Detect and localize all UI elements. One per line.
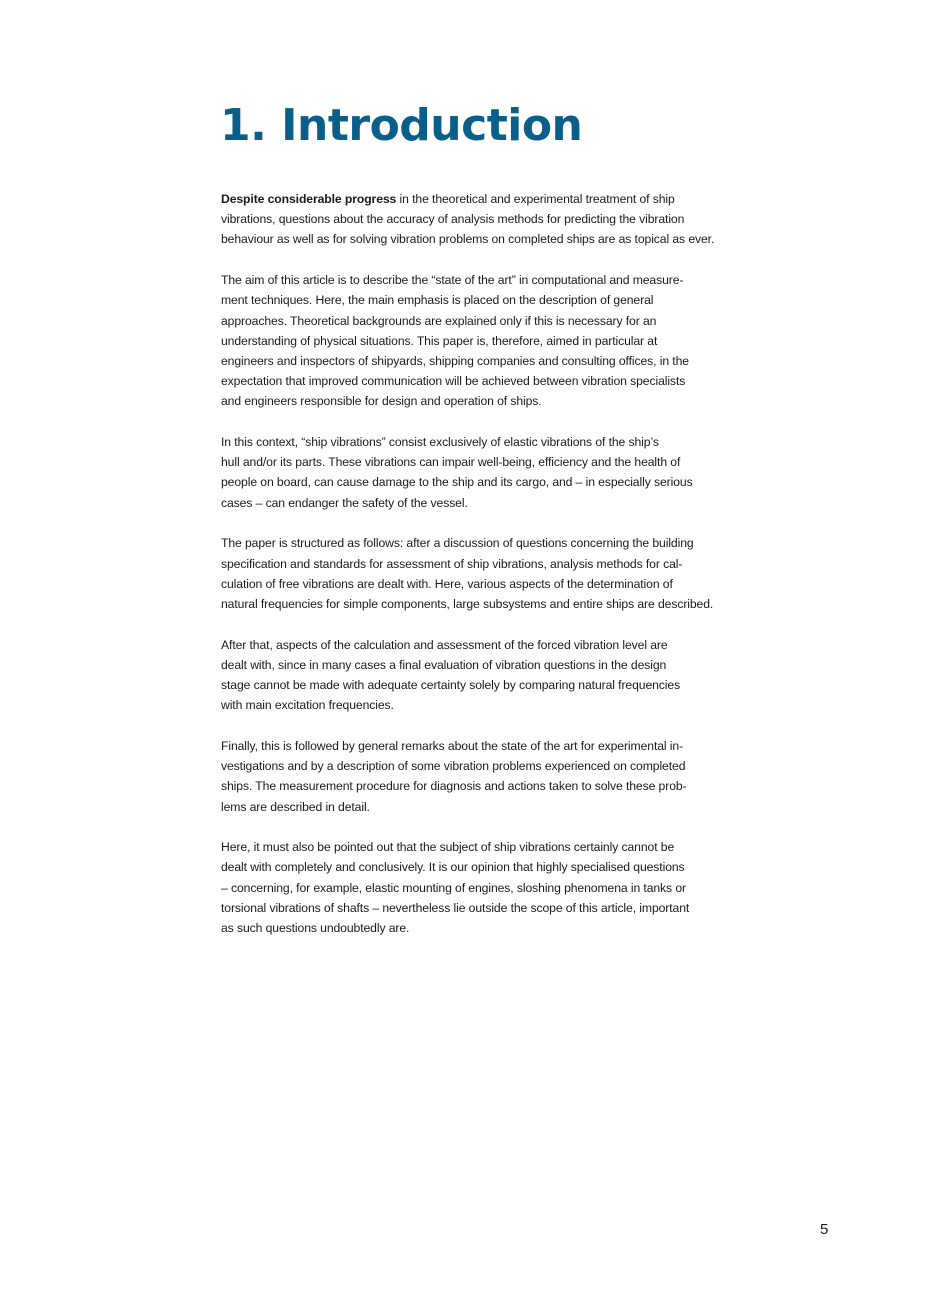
paragraph-line: understanding of physical situations. This paper is, therefore, aimed in particular at (221, 333, 658, 348)
paragraph-line: In this context, “ship vibrations” consist exclusively of elastic vibrations of the ship’s (221, 435, 659, 450)
paragraph-5 (221, 635, 709, 716)
paragraph-line: stage cannot be made with adequate certainty solely by comparing natural frequencies (221, 678, 681, 693)
paragraph-line: approaches. Theoretical backgrounds are explained only if this is necessary for an (221, 313, 657, 328)
paragraph-line: vibrations, questions about the accuracy of analysis methods for predicting the vibration (221, 212, 685, 227)
paragraph-line: engineers and inspectors of shipyards, shipping companies and consulting offices, in the (221, 353, 689, 368)
paragraph-7 (221, 837, 709, 938)
paragraph-line: The aim of this article is to describe the “state of the art” in computational and measure- (221, 273, 684, 288)
paragraph-line: dealt with completely and conclusively. It is our opinion that highly specialised questions (221, 860, 685, 875)
page-title: 1. Introduction (220, 100, 583, 151)
paragraph-line: vestigations and by a description of some vibration problems experienced on completed (221, 759, 686, 774)
paragraph-line: lems are described in detail. (221, 799, 370, 814)
paragraph-line: ment techniques. Here, the main emphasis is placed on the description of general (221, 293, 654, 308)
paragraph-line: specification and standards for assessment of ship vibrations, analysis methods for cal- (221, 556, 683, 571)
paragraph-3 (221, 432, 709, 513)
paragraph-6 (221, 736, 709, 817)
paragraph-line: Despite considerable progress in the theoretical and experimental treatment of ship (221, 192, 675, 206)
paragraph-line: After that, aspects of the calculation and assessment of the forced vibration level are (221, 637, 668, 652)
paragraph-line: The paper is structured as follows: after a discussion of questions concerning the building (221, 536, 694, 551)
paragraph-line: torsional vibrations of shafts – nevertheless lie outside the scope of this article, important (221, 900, 690, 915)
paragraph-line: – concerning, for example, elastic mounting of engines, sloshing phenomena in tanks or (221, 880, 686, 895)
paragraph-1 (221, 189, 715, 250)
paragraph-line: behaviour as well as for solving vibration problems on completed ships are as topical as ever. (221, 232, 715, 247)
paragraph-line: Finally, this is followed by general remarks about the state of the art for experimental in- (221, 738, 684, 753)
paragraph-line: ships. The measurement procedure for diagnosis and actions taken to solve these prob- (221, 779, 687, 794)
paragraph-line: and engineers responsible for design and operation of ships. (221, 394, 542, 409)
body-text (221, 189, 715, 959)
paragraph-line: culation of free vibrations are dealt with. Here, various aspects of the determination of (221, 576, 673, 591)
paragraph-line: cases – can endanger the safety of the vessel. (221, 495, 468, 510)
paragraph-line: people on board, can cause damage to the ship and its cargo, and – in especially serious (221, 475, 693, 490)
paragraph-4 (221, 533, 714, 614)
paragraph-line: dealt with, since in many cases a final evaluation of vibration questions in the design (221, 657, 667, 672)
paragraph-2 (221, 270, 709, 411)
paragraph-line: Here, it must also be pointed out that the subject of ship vibrations certainly cannot be (221, 840, 675, 855)
paragraph-line: with main excitation frequencies. (221, 698, 394, 713)
paragraph-line: natural frequencies for simple components, large subsystems and entire ships are described. (221, 596, 714, 611)
lead-phrase: Despite considerable progress (221, 192, 397, 206)
page-number: 5 (820, 1221, 829, 1238)
paragraph-line: as such questions undoubtedly are. (221, 921, 410, 936)
paragraph-line: expectation that improved communication will be achieved between vibration specialists (221, 374, 686, 389)
paragraph-line: hull and/or its parts. These vibrations can impair well-being, efficiency and the health of (221, 455, 681, 470)
